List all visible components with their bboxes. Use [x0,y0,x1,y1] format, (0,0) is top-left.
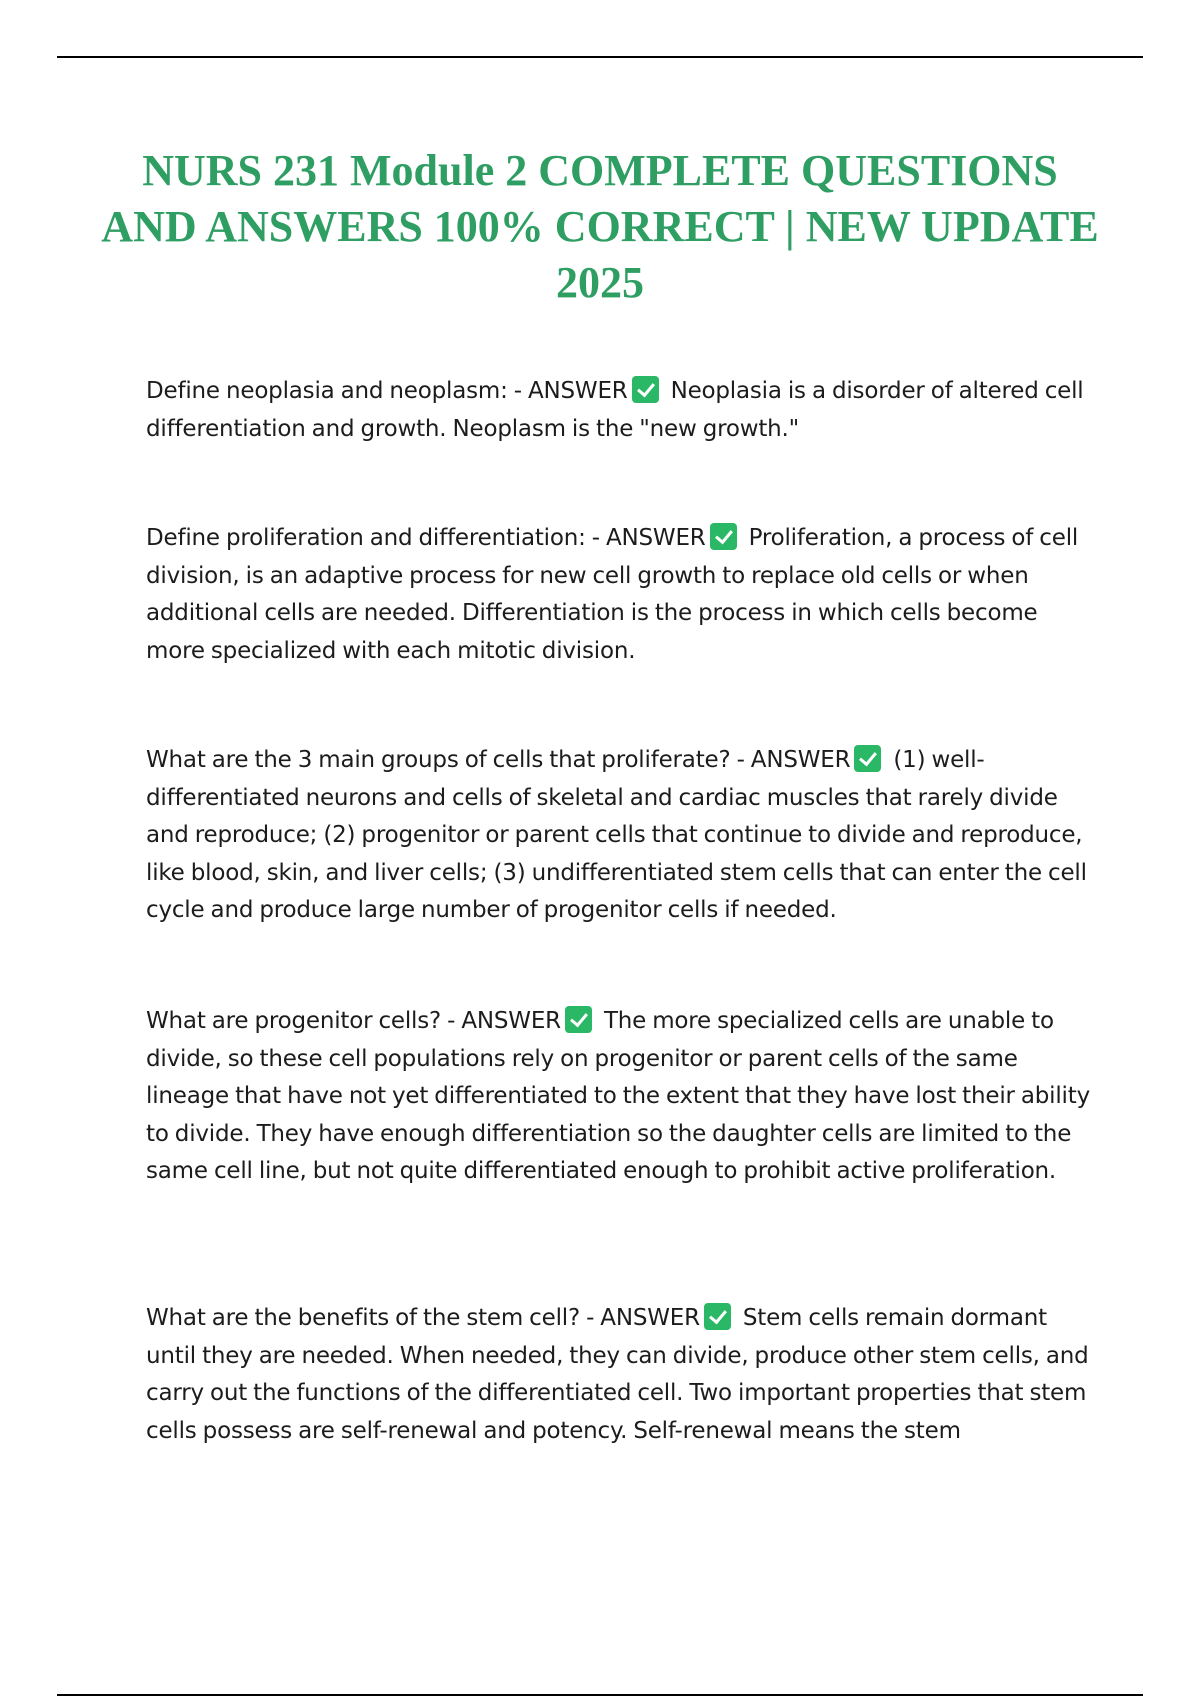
qa-item [146,1300,1101,1450]
green-checkmark-icon [854,745,881,772]
qa-item [146,520,1101,670]
question-text: What are progenitor cells? - ANSWER [146,1008,561,1034]
question-text: What are the benefits of the stem cell? - ANSWER [146,1305,700,1331]
green-checkmark-icon [632,376,659,403]
qa-item [146,742,1101,930]
answer-text: Neoplasia is a disorder of altered cell differentiation and growth. Neoplasm is the "new growth." [146,378,1084,442]
qa-item [146,373,1101,448]
answer-text: Stem cells remain dormant until they are needed. When needed, they can divide, produce other stem cells, and carry out the functions of the differentiated cell. Two important properties that stem cells possess are self-renewal and potency. Self-renewal means the stem [146,1305,1089,1444]
question-text: What are the 3 main groups of cells that proliferate? - ANSWER [146,747,851,773]
bottom-rule [57,1694,1143,1696]
answer-text: Proliferation, a process of cell division, is an adaptive process for new cell growth to replace old cells or when additional cells are needed. Differentiation is the process in which cells become more specialized with each mitotic division. [146,525,1079,664]
question-text: Define neoplasia and neoplasm: - ANSWER [146,378,628,404]
answer-text: (1) well-differentiated neurons and cells of skeletal and cardiac muscles that rarely divide and reproduce; (2) progenitor or parent cells that continue to divide and reproduce, like blood, skin, and liver cells; (3) undifferentiated stem cells that can enter the cell cycle and produce large number of progenitor cells if needed. [146,747,1087,923]
qa-item [146,1003,1101,1191]
green-checkmark-icon [565,1006,592,1033]
green-checkmark-icon [710,523,737,550]
answer-text: The more specialized cells are unable to divide, so these cell populations rely on progenitor or parent cells of the same lineage that have not yet differentiated to the extent that they have lost their ability to divide. They have enough differentiation so the daughter cells are limited to the same cell line, but not quite differentiated enough to prohibit active proliferation. [146,1008,1090,1184]
green-checkmark-icon [704,1303,731,1330]
question-text: Define proliferation and differentiation: - ANSWER [146,525,706,551]
document-title: NURS 231 Module 2 COMPLETE QUESTIONS AND ANSWERS 100% CORRECT | NEW UPDATE 2025 [101,146,1099,307]
top-rule [57,56,1143,58]
